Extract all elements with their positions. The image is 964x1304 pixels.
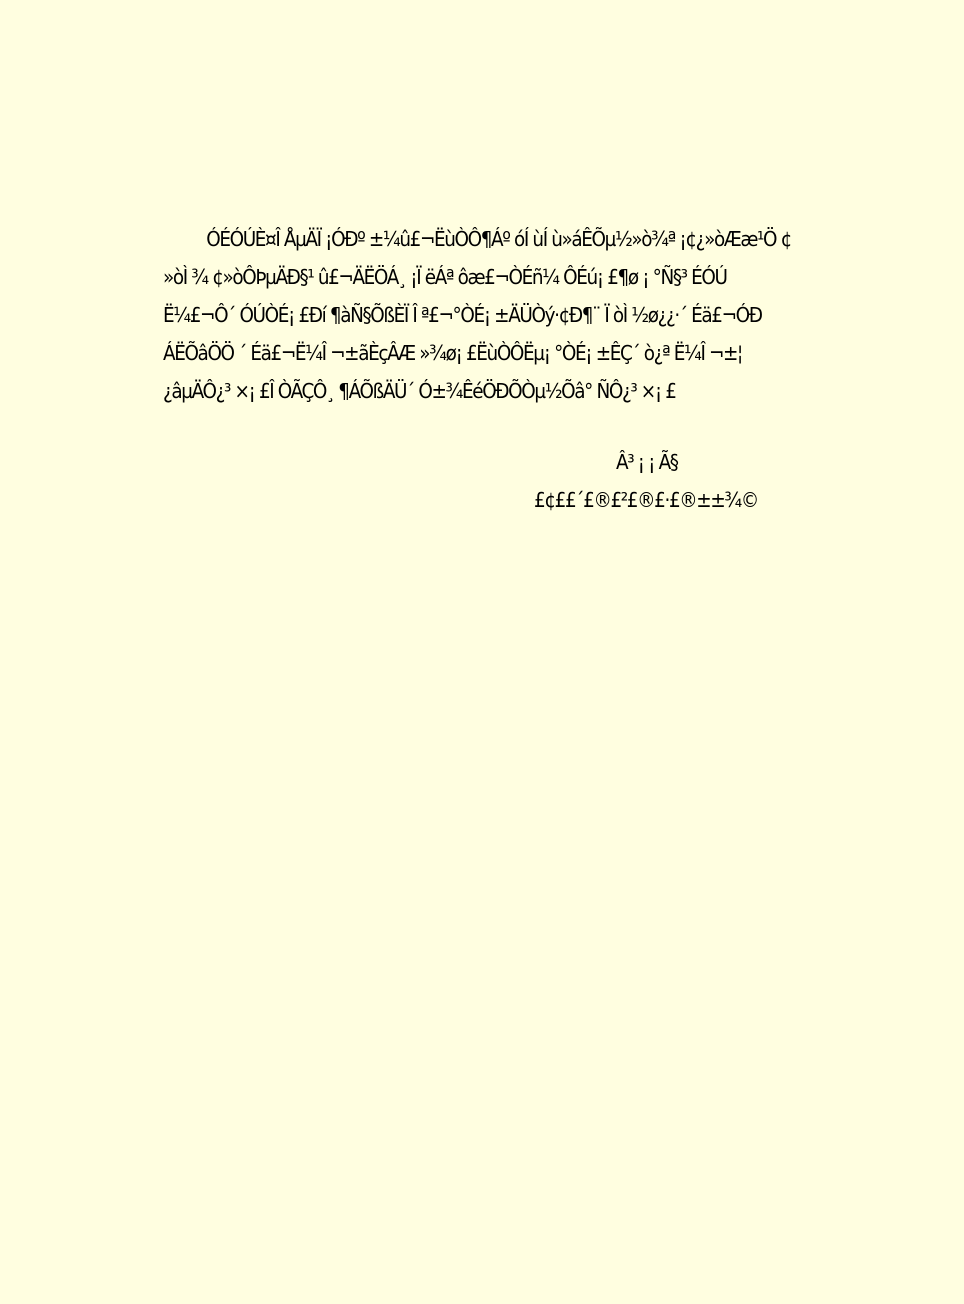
paragraph-line: Ë¼£¬Ô´ ÓÚÒÉ¡ £Ðí ¶àÑ§ÕßÈÏ Î ª£¬°ÒÉ¡ ±ÄÜÒý·¢Ð¶¨ Ï òÌ ½ø¿¿·´ Éä£¬ÓÐ <box>163 303 762 327</box>
document-date: £¢££´£®£²£®£·£®±±¾© <box>534 488 758 512</box>
paragraph-line: ÓÉÓÚÈ¤Î ÅµÄÏ ¡ÓÐº ±¼û£¬ËùÒÔ¶Áº óÍ ùÍ ù»áÊÕµ½»ò¾ª ¡¢¿»òÆæ¹Ö ¢ <box>206 227 791 251</box>
paragraph-line: ÁËÕâÖÖ ´ Éä£¬Ë¼Î ¬±ãÈçÂÆ »¾ø¡ £ËùÒÔËµ¡ °ÒÉ¡ ±ÊÇ´ ò¿ª Ë¼Î ¬±¦ <box>163 341 742 365</box>
author-signature: Â³ ¡ ¡ Ã§ <box>616 450 678 474</box>
paragraph-line: ¿âµÄÔ¿³ ×¡ £Î ÒÃÇÔ¸ ¶ÁÕßÄÜ´ Ó±¾ÊéÖÐÕÒµ½Õâ° ÑÔ¿³ ×¡ £ <box>163 379 676 403</box>
paragraph-line: »òÌ ¾ ¢»òÔÞµÄÐ§¹ û£¬ÄËÖÁ¸ ¡Ï ëÁª ôæ£¬ÒÉñ¼ ÔÉú¡ £¶ø ¡ °Ñ§³ ÉÓÚ <box>163 265 727 289</box>
body-paragraph <box>163 220 791 410</box>
